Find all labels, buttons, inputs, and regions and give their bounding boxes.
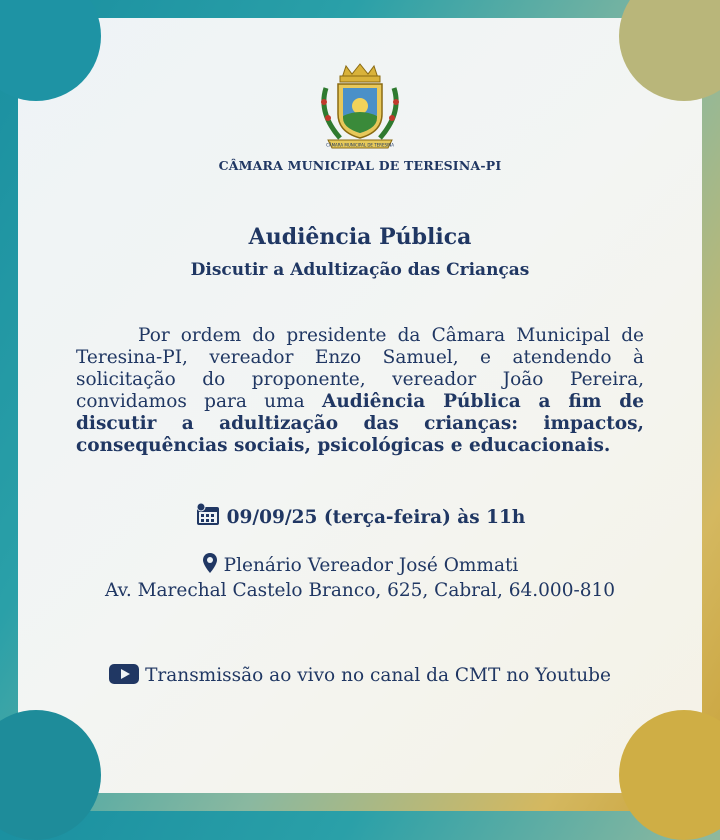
corner-cutout-bottom-left	[0, 710, 101, 840]
event-subtitle: Discutir a Adultização das Crianças	[190, 260, 530, 280]
corner-cutout-top-left	[0, 0, 101, 101]
venue-name: Plenário Vereador José Ommati	[223, 555, 519, 576]
livestream-line	[0, 664, 720, 686]
event-date: 09/09/25 (terça-feira) às 11h	[226, 507, 526, 528]
corner-cutout-top-right	[619, 0, 720, 101]
invitation-paragraph	[76, 325, 644, 457]
invitation-intro: Por ordem do presidente da Câmara Municipal de Teresina-PI, vereador Enzo Samuel, e atendendo à solicitação do proponente, vereador João Pereira, convidamos para uma	[76, 325, 644, 412]
event-title: Audiência Pública	[248, 224, 472, 250]
venue-line	[0, 552, 720, 576]
venue-address: Av. Marechal Castelo Branco, 625, Cabral, 64.000-810	[104, 580, 616, 601]
location-pin-icon	[202, 552, 218, 574]
crest-banner-text: CÂMARA MUNICIPAL DE TERESINA	[326, 142, 394, 148]
coat-of-arms-logo	[312, 58, 408, 154]
event-date-line	[0, 502, 720, 528]
corner-cutout-bottom-right	[619, 710, 720, 840]
organization-name: CÂMARA MUNICIPAL DE TERESINA-PI	[218, 158, 502, 173]
calendar-icon	[195, 502, 221, 526]
invitation-highlight: Audiência Pública a fim de discutir a adultização das crianças: impactos, consequências sociais, psicológicas e educacionais.	[76, 391, 645, 456]
livestream-text: Transmissão ao vivo no canal da CMT no Youtube	[145, 665, 611, 686]
youtube-icon	[109, 664, 139, 684]
